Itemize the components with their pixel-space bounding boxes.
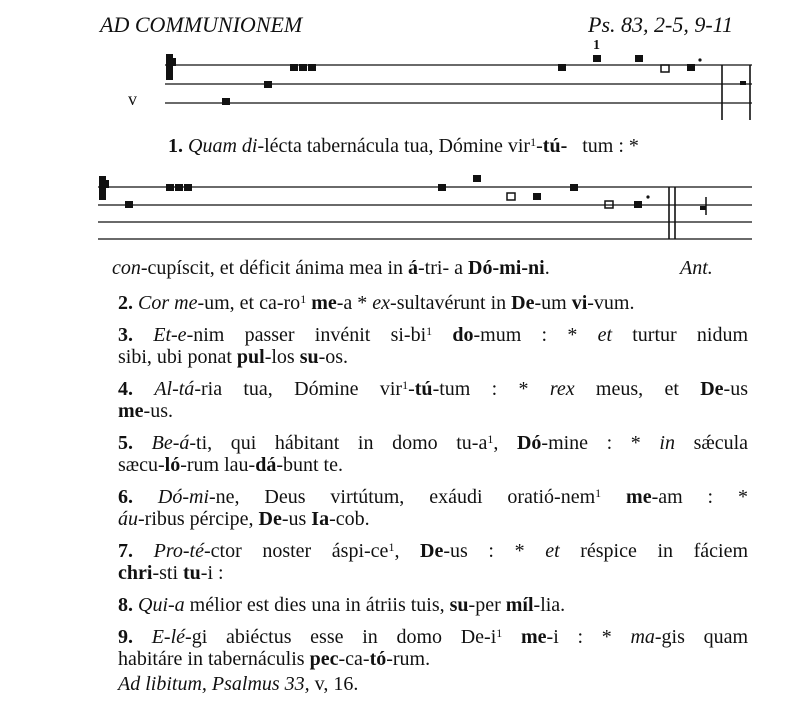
verse-1-intonation: Quam di-: [188, 135, 265, 157]
verse-text: -ca-: [338, 648, 370, 670]
verse-text: -bunt te.: [276, 454, 343, 476]
intonation-syllable: Cor me: [138, 292, 198, 314]
verse-text: -: [408, 378, 415, 400]
verse-5: [118, 432, 748, 476]
verse-text: -rum lau-: [180, 454, 256, 476]
verse-3: [118, 324, 748, 368]
verse-1-accent: tú-: [542, 135, 568, 157]
accent-syllable: tó: [369, 648, 387, 670]
verse-1-body: lécta tabernácula tua, Dómine vir: [264, 135, 531, 157]
accent-syllable: dá: [255, 454, 277, 476]
intonation-syllable: rex: [549, 378, 575, 400]
verse-text: -rum.: [386, 648, 431, 670]
psalm-verses: [118, 292, 748, 680]
verse-text: -vum.: [587, 292, 635, 314]
accent-syllable: pec: [309, 648, 339, 670]
chant-title: AD COMMUNIONEM: [100, 12, 303, 37]
verse-text: [502, 626, 521, 648]
verse-text: -i :: [200, 562, 224, 584]
verse-2: [118, 292, 748, 314]
verse-8: [118, 594, 748, 616]
verse-text: -lia.: [533, 594, 566, 616]
verse-line: [118, 346, 748, 368]
accent-syllable: vi: [571, 292, 588, 314]
flex-mark: 1: [300, 292, 307, 306]
accent-syllable: De: [420, 540, 444, 562]
verse-line: [118, 540, 748, 562]
verse-text: -cob.: [329, 508, 370, 530]
verse-text: -am : *: [651, 486, 749, 508]
accent-syllable: tú: [414, 378, 433, 400]
flex-mark: 1: [487, 432, 494, 446]
accent-syllable: De: [258, 508, 282, 530]
intonation-syllable: Al-tá: [154, 378, 195, 400]
intonation-syllable: in: [659, 432, 675, 454]
verse-text: sǽcula: [674, 432, 749, 454]
flex-mark: 1: [426, 324, 433, 338]
accent-syllable: tu: [183, 562, 201, 584]
verse-number: 8.: [118, 594, 133, 616]
verse-line: [118, 324, 748, 346]
verse-4: [118, 378, 748, 422]
accent-syllable: me: [626, 486, 652, 508]
flex-mark: 1: [496, 626, 503, 640]
staff-2-svg: [0, 170, 798, 245]
psalm-reference: Ps. 83, 2-5, 9-11: [588, 12, 734, 37]
intonation-syllable: ex: [372, 292, 391, 314]
verse-text: -sti: [152, 562, 183, 584]
verse-text: mélior est dies una in átriis tuis,: [184, 594, 450, 616]
intonation-syllable: Et-e: [153, 324, 187, 346]
accent-syllable: míl: [505, 594, 534, 616]
intonation-syllable: Qui-a: [138, 594, 185, 616]
accent-syllable: su: [299, 346, 319, 368]
intonation-syllable: Dó-mi: [157, 486, 209, 508]
verse-line: [118, 292, 748, 314]
verse-text: ,: [493, 432, 517, 454]
intonation-syllable: Pro-té: [153, 540, 204, 562]
ad-libitum-label: Ad libitum, Psalmus 33,: [118, 673, 310, 695]
continuation-accent-do: Dó: [468, 257, 493, 279]
continuation-middle: -tri- a: [418, 257, 468, 279]
continuation-intonation: con-: [112, 257, 148, 279]
accent-syllable: do: [452, 324, 474, 346]
verse-text: sibi, ubi ponat: [118, 346, 237, 368]
mode-label: v: [128, 89, 137, 109]
verse-text: -us : *: [443, 540, 546, 562]
verse-number: 3.: [118, 324, 133, 346]
verse-text: -los: [264, 346, 300, 368]
continuation-accent-ni: ni: [528, 257, 545, 279]
verse-7: [118, 540, 748, 584]
verse-line: [118, 626, 748, 648]
accent-syllable: De: [700, 378, 724, 400]
verse-text: -ctor noster áspi-ce: [203, 540, 389, 562]
intonation-syllable: Be-á: [151, 432, 190, 454]
staff-1-svg: [0, 40, 798, 120]
flex-mark: 1: [595, 486, 602, 500]
intonation-syllable: et: [597, 324, 612, 346]
continuation-period: .: [544, 257, 550, 279]
verse-text: meus, et: [574, 378, 701, 400]
verse-1-text: [168, 134, 639, 158]
verse-9: [118, 626, 748, 670]
accent-syllable: De: [511, 292, 535, 314]
flex-mark: 1: [388, 540, 395, 554]
verse-text: réspice in fáciem: [559, 540, 749, 562]
staff-2: [0, 170, 798, 245]
verse-text: -ne, Deus virtútum, exáudi oratió-nem: [209, 486, 596, 508]
verse-text: -i : *: [546, 626, 631, 648]
verse-text: [432, 324, 452, 346]
verse-number: 7.: [118, 540, 133, 562]
verse-text: -us: [723, 378, 748, 400]
verse-text: -a *: [336, 292, 373, 314]
flex-mark: 1: [402, 378, 409, 392]
verse-text: -um, et ca-ro: [197, 292, 301, 314]
verse-1-number: 1.: [168, 135, 183, 157]
accent-syllable: me: [118, 400, 144, 422]
verse-text: -mum : *: [473, 324, 598, 346]
verse-text: -ria tua, Dómine vir: [194, 378, 403, 400]
accent-syllable: su: [449, 594, 469, 616]
verse-text: -ribus pércipe,: [138, 508, 259, 530]
intonation-syllable: áu: [118, 508, 138, 530]
verse-1-hyphen: -: [536, 135, 543, 157]
verse-line: [118, 454, 748, 476]
verse-text: -nim passer invénit si-bi: [186, 324, 427, 346]
verse-text: turtur nidum: [612, 324, 749, 346]
verse-line: [118, 400, 748, 422]
verse-number: 9.: [118, 626, 133, 648]
continuation-body: cupíscit, et déficit ánima mea in: [147, 257, 409, 279]
verse-text: [601, 486, 626, 508]
accent-syllable: chri: [118, 562, 153, 584]
accent-syllable: me: [311, 292, 337, 314]
verse-number: 6.: [118, 486, 133, 508]
verse-text: -gis quam: [654, 626, 749, 648]
continuation-accent-a: á: [408, 257, 419, 279]
ad-libitum-verse: v, 16.: [309, 673, 359, 695]
intonation-syllable: et: [545, 540, 560, 562]
verse-text: ,: [394, 540, 421, 562]
ad-libitum-note: [118, 672, 358, 696]
verse-1-end: tum : *: [582, 135, 639, 157]
verse-line: [118, 594, 748, 616]
verse-line: [118, 432, 748, 454]
accent-syllable: Ia: [311, 508, 330, 530]
verse-line: [118, 648, 748, 670]
verse-line: [118, 562, 748, 584]
intonation-syllable: E-lé: [151, 626, 186, 648]
verse-text: -um: [534, 292, 572, 314]
verse-text: -per: [468, 594, 506, 616]
verse-text: -us.: [143, 400, 173, 422]
continuation-line: [112, 256, 550, 280]
accent-syllable: ló: [164, 454, 181, 476]
verse-6: [118, 486, 748, 530]
antiphon-marker: Ant.: [680, 257, 713, 279]
verse-text: -mine : *: [541, 432, 660, 454]
verse-number: 2.: [118, 292, 133, 314]
verse-text: -os.: [318, 346, 349, 368]
verse-number: 5.: [118, 432, 133, 454]
verse-1-flex-mark: 1: [530, 135, 537, 149]
verse-text: habitáre in tabernáculis: [118, 648, 310, 670]
continuation-accent-mi: -mi-: [492, 257, 528, 279]
verse-line: [118, 378, 748, 400]
accent-syllable: me: [521, 626, 547, 648]
verse-line: [118, 508, 748, 530]
verse-text: -sultavérunt in: [390, 292, 512, 314]
verse-text: -ti, qui hábitant in domo tu-a: [189, 432, 488, 454]
marker-numeral: 1: [593, 38, 600, 53]
verse-text: -gi abiéctus esse in domo De-i: [185, 626, 497, 648]
verse-number: 4.: [118, 378, 133, 400]
intonation-syllable: ma: [630, 626, 655, 648]
staff-1: [0, 40, 798, 120]
accent-syllable: pul: [236, 346, 265, 368]
verse-line: [118, 486, 748, 508]
verse-text: -us: [281, 508, 312, 530]
verse-text: sæcu-: [118, 454, 165, 476]
accent-syllable: Dó: [516, 432, 542, 454]
verse-text: -tum : *: [432, 378, 550, 400]
